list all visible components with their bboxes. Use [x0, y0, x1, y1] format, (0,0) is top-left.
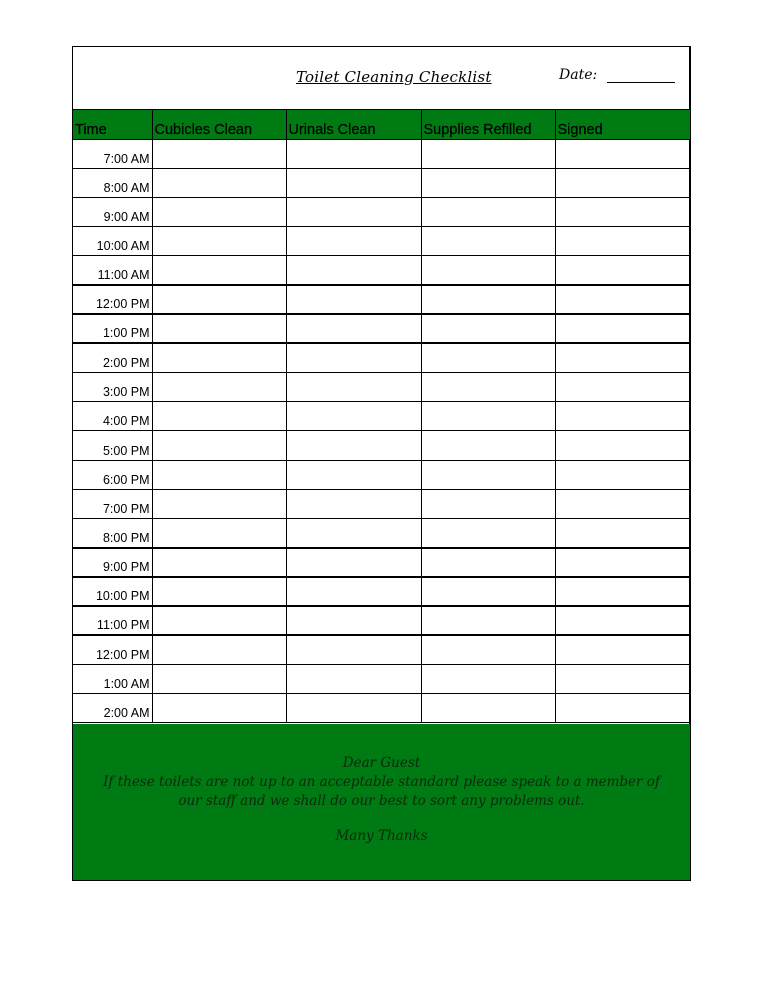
table-row	[73, 197, 690, 226]
cubicles-clean-cell[interactable]	[152, 577, 286, 606]
cubicles-clean-cell[interactable]	[152, 139, 286, 168]
cubicles-clean-cell[interactable]	[152, 489, 286, 518]
supplies-refilled-cell[interactable]	[421, 664, 555, 693]
urinals-clean-cell[interactable]	[286, 694, 421, 723]
table-row	[73, 635, 690, 664]
column-header-urinals-clean: Urinals Clean	[286, 110, 421, 139]
supplies-refilled-cell[interactable]	[421, 197, 555, 226]
time-cell: 7:00 AM	[73, 139, 152, 168]
supplies-refilled-cell[interactable]	[421, 373, 555, 402]
supplies-refilled-cell[interactable]	[421, 227, 555, 256]
table-row	[73, 256, 690, 285]
signed-cell[interactable]	[555, 694, 690, 723]
cubicles-clean-cell[interactable]	[152, 373, 286, 402]
cubicles-clean-cell[interactable]	[152, 518, 286, 547]
time-cell: 9:00 PM	[73, 548, 152, 577]
table-row	[73, 168, 690, 197]
supplies-refilled-cell[interactable]	[421, 635, 555, 664]
table-row	[73, 518, 690, 547]
urinals-clean-cell[interactable]	[286, 285, 421, 314]
supplies-refilled-cell[interactable]	[421, 489, 555, 518]
table-row	[73, 402, 690, 431]
time-cell: 12:00 PM	[73, 635, 152, 664]
cubicles-clean-cell[interactable]	[152, 664, 286, 693]
signed-cell[interactable]	[555, 285, 690, 314]
signed-cell[interactable]	[555, 664, 690, 693]
signed-cell[interactable]	[555, 256, 690, 285]
urinals-clean-cell[interactable]	[286, 460, 421, 489]
urinals-clean-cell[interactable]	[286, 635, 421, 664]
time-cell: 11:00 PM	[73, 606, 152, 635]
signed-cell[interactable]	[555, 548, 690, 577]
signed-cell[interactable]	[555, 197, 690, 226]
table-row	[73, 285, 690, 314]
checklist-table	[73, 110, 690, 723]
table-row	[73, 431, 690, 460]
signed-cell[interactable]	[555, 227, 690, 256]
table-row	[73, 314, 690, 343]
signed-cell[interactable]	[555, 489, 690, 518]
time-cell: 11:00 AM	[73, 256, 152, 285]
urinals-clean-cell[interactable]	[286, 168, 421, 197]
notice-greeting: Dear Guest	[342, 755, 421, 771]
column-header-time: Time	[73, 110, 152, 139]
signed-cell[interactable]	[555, 139, 690, 168]
signed-cell[interactable]	[555, 402, 690, 431]
time-cell: 4:00 PM	[73, 402, 152, 431]
time-cell: 6:00 PM	[73, 460, 152, 489]
urinals-clean-cell[interactable]	[286, 606, 421, 635]
page-title: Toilet Cleaning Checklist	[296, 68, 492, 86]
supplies-refilled-cell[interactable]	[421, 402, 555, 431]
urinals-clean-cell[interactable]	[286, 548, 421, 577]
cubicles-clean-cell[interactable]	[152, 635, 286, 664]
table-row	[73, 548, 690, 577]
signed-cell[interactable]	[555, 460, 690, 489]
cubicles-clean-cell[interactable]	[152, 343, 286, 372]
time-cell: 3:00 PM	[73, 373, 152, 402]
table-row	[73, 227, 690, 256]
checklist-sheet	[72, 46, 691, 881]
cubicles-clean-cell[interactable]	[152, 256, 286, 285]
supplies-refilled-cell[interactable]	[421, 518, 555, 547]
cubicles-clean-cell[interactable]	[152, 197, 286, 226]
cubicles-clean-cell[interactable]	[152, 314, 286, 343]
time-cell: 2:00 AM	[73, 694, 152, 723]
urinals-clean-cell[interactable]	[286, 314, 421, 343]
table-row	[73, 606, 690, 635]
urinals-clean-cell[interactable]	[286, 402, 421, 431]
signed-cell[interactable]	[555, 606, 690, 635]
time-cell: 2:00 PM	[73, 343, 152, 372]
table-row	[73, 664, 690, 693]
signed-cell[interactable]	[555, 518, 690, 547]
notice-signoff: Many Thanks	[335, 828, 428, 844]
supplies-refilled-cell[interactable]	[421, 343, 555, 372]
urinals-clean-cell[interactable]	[286, 518, 421, 547]
time-cell: 1:00 AM	[73, 664, 152, 693]
signed-cell[interactable]	[555, 577, 690, 606]
time-cell: 5:00 PM	[73, 431, 152, 460]
supplies-refilled-cell[interactable]	[421, 694, 555, 723]
signed-cell[interactable]	[555, 168, 690, 197]
cubicles-clean-cell[interactable]	[152, 168, 286, 197]
cubicles-clean-cell[interactable]	[152, 431, 286, 460]
urinals-clean-cell[interactable]	[286, 577, 421, 606]
column-header-supplies-refilled: Supplies Refilled	[421, 110, 555, 139]
table-header-row	[73, 110, 690, 139]
time-cell: 1:00 PM	[73, 314, 152, 343]
urinals-clean-cell[interactable]	[286, 489, 421, 518]
signed-cell[interactable]	[555, 314, 690, 343]
table-row	[73, 577, 690, 606]
supplies-refilled-cell[interactable]	[421, 431, 555, 460]
supplies-refilled-cell[interactable]	[421, 606, 555, 635]
urinals-clean-cell[interactable]	[286, 139, 421, 168]
time-cell: 9:00 AM	[73, 197, 152, 226]
time-cell: 10:00 PM	[73, 577, 152, 606]
table-row	[73, 694, 690, 723]
supplies-refilled-cell[interactable]	[421, 139, 555, 168]
supplies-refilled-cell[interactable]	[421, 548, 555, 577]
urinals-clean-cell[interactable]	[286, 373, 421, 402]
signed-cell[interactable]	[555, 373, 690, 402]
signed-cell[interactable]	[555, 431, 690, 460]
supplies-refilled-cell[interactable]	[421, 285, 555, 314]
time-cell: 12:00 PM	[73, 285, 152, 314]
table-row	[73, 139, 690, 168]
notice-message: If these toilets are not up to an acceptable standard please speak to a member of our staff and we shall do our best to sort any problems out.	[103, 774, 660, 809]
urinals-clean-cell[interactable]	[286, 664, 421, 693]
supplies-refilled-cell[interactable]	[421, 256, 555, 285]
table-row	[73, 343, 690, 372]
table-row	[73, 489, 690, 518]
column-header-cubicles-clean: Cubicles Clean	[152, 110, 286, 139]
cubicles-clean-cell[interactable]	[152, 694, 286, 723]
urinals-clean-cell[interactable]	[286, 343, 421, 372]
time-cell: 8:00 PM	[73, 518, 152, 547]
supplies-refilled-cell[interactable]	[421, 577, 555, 606]
table-body	[73, 139, 690, 723]
urinals-clean-cell[interactable]	[286, 227, 421, 256]
supplies-refilled-cell[interactable]	[421, 168, 555, 197]
time-cell: 8:00 AM	[73, 168, 152, 197]
cubicles-clean-cell[interactable]	[152, 285, 286, 314]
signed-cell[interactable]	[555, 343, 690, 372]
time-cell: 10:00 AM	[73, 227, 152, 256]
table-row	[73, 460, 690, 489]
time-cell: 7:00 PM	[73, 489, 152, 518]
urinals-clean-cell[interactable]	[286, 197, 421, 226]
date-field[interactable]	[607, 82, 675, 83]
guest-notice	[73, 724, 690, 880]
checklist-header	[73, 47, 689, 110]
cubicles-clean-cell[interactable]	[152, 402, 286, 431]
table-row	[73, 373, 690, 402]
urinals-clean-cell[interactable]	[286, 431, 421, 460]
cubicles-clean-cell[interactable]	[152, 460, 286, 489]
signed-cell[interactable]	[555, 635, 690, 664]
column-header-signed: Signed	[555, 110, 690, 139]
cubicles-clean-cell[interactable]	[152, 548, 286, 577]
cubicles-clean-cell[interactable]	[152, 227, 286, 256]
date-label: Date:	[559, 67, 598, 83]
cubicles-clean-cell[interactable]	[152, 606, 286, 635]
supplies-refilled-cell[interactable]	[421, 460, 555, 489]
urinals-clean-cell[interactable]	[286, 256, 421, 285]
supplies-refilled-cell[interactable]	[421, 314, 555, 343]
